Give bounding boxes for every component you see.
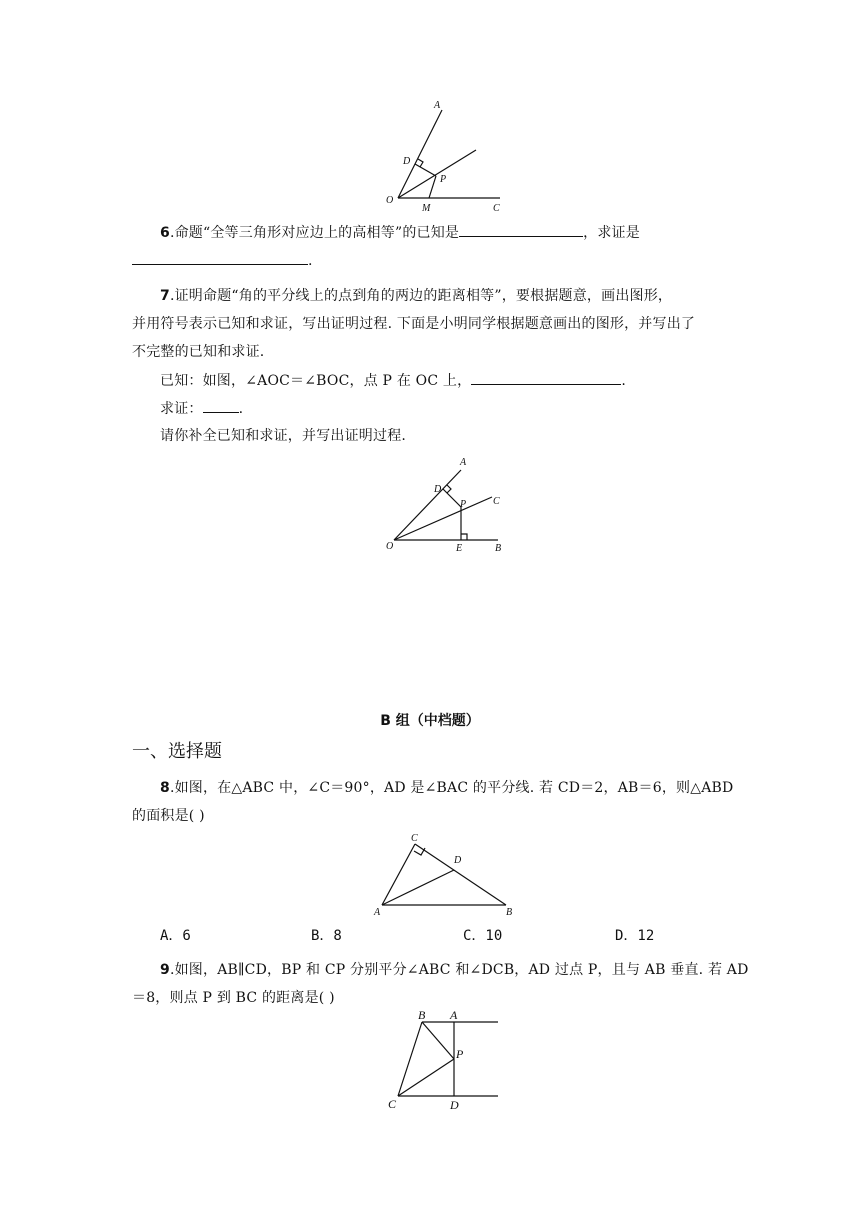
q7-prove-blank[interactable] bbox=[203, 398, 239, 413]
label-a: A bbox=[450, 1008, 458, 1022]
q7-given-end: . bbox=[621, 373, 626, 389]
label-p: P bbox=[456, 1047, 464, 1061]
label-p: P bbox=[440, 174, 447, 185]
label-d: D bbox=[434, 484, 442, 495]
q8-option-c[interactable]: C．10 bbox=[463, 928, 503, 944]
q8-option-a[interactable]: A．6 bbox=[160, 928, 191, 944]
q8-number: 8 bbox=[160, 780, 170, 796]
q6-text-b: ，求证是 bbox=[583, 225, 640, 241]
figure-right-triangle bbox=[370, 830, 520, 920]
q7-line3: 不完整的已知和求证. bbox=[132, 344, 265, 360]
label-c: C bbox=[493, 496, 500, 507]
figure-parallel-lines bbox=[380, 1006, 510, 1116]
label-c: C bbox=[411, 833, 418, 844]
q7-line1-text: .证明命题“角的平分线上的点到角的两边的距离相等”，要根据题意，画出图形， bbox=[169, 288, 673, 304]
q7-given-text: 已知：如图，∠AOC＝∠BOC，点 P 在 OC 上， bbox=[160, 373, 472, 389]
q7-line2: 并用符号表示已知和求证，写出证明过程. 下面是小明同学根据题意画出的图形，并写出了 bbox=[132, 316, 696, 332]
label-e: E bbox=[456, 543, 463, 554]
section-heading: 一、选择题 bbox=[132, 741, 222, 762]
q8-option-b[interactable]: B．8 bbox=[311, 928, 342, 944]
label-a: A bbox=[434, 100, 441, 111]
label-c: C bbox=[493, 203, 500, 214]
label-c: C bbox=[388, 1097, 397, 1111]
label-b: B bbox=[418, 1008, 426, 1022]
q7-number: 7 bbox=[160, 288, 170, 304]
q9-line1 bbox=[160, 960, 749, 980]
q7-given-blank[interactable] bbox=[471, 370, 621, 385]
figure-angle-omc bbox=[380, 98, 510, 214]
q6-text-a: .命题“全等三角形对应边上的高相等”的已知是 bbox=[169, 225, 460, 241]
q6-prove-blank[interactable] bbox=[132, 250, 308, 265]
section-title: B 组（中档题） bbox=[380, 713, 480, 729]
q8-option-d[interactable]: D．12 bbox=[615, 928, 655, 944]
q8-line2: 的面积是( ) bbox=[132, 808, 205, 824]
q7-ask: 请你补全已知和求证，并写出证明过程. bbox=[160, 428, 407, 444]
label-d: D bbox=[450, 1098, 459, 1112]
q7-prove-text: 求证： bbox=[160, 401, 203, 417]
q7-line1 bbox=[160, 286, 672, 306]
label-p: P bbox=[460, 499, 467, 510]
q8-line1-text: .如图，在△ABC 中，∠C＝90°，AD 是∠BAC 的平分线. 若 CD＝2，AB＝6，则△ABD bbox=[169, 780, 734, 796]
q7-prove-end: . bbox=[238, 401, 244, 417]
q7-prove bbox=[160, 398, 243, 419]
label-a: A bbox=[460, 457, 467, 468]
q6-number: 6 bbox=[160, 225, 170, 241]
q8-line1 bbox=[160, 778, 733, 798]
label-d: D bbox=[403, 156, 411, 167]
label-o: O bbox=[386, 541, 394, 552]
q9-line1-text: .如图，AB∥CD，BP 和 CP 分别平分∠ABC 和∠DCB，AD 过点 P，且与 AB 垂直. 若 AD bbox=[169, 962, 749, 978]
q6-end: . bbox=[308, 253, 313, 269]
q7-given bbox=[160, 370, 626, 391]
q6-line2 bbox=[132, 250, 313, 271]
q6-given-blank[interactable] bbox=[459, 222, 583, 237]
q6-line1 bbox=[160, 222, 640, 243]
figure-angle-bisector bbox=[380, 455, 510, 555]
label-m: M bbox=[422, 203, 431, 214]
q9-number: 9 bbox=[160, 962, 170, 978]
label-b: B bbox=[495, 543, 502, 554]
label-a: A bbox=[374, 907, 381, 918]
label-d: D bbox=[454, 855, 462, 866]
label-o: O bbox=[386, 195, 394, 206]
q9-line2: ＝8，则点 P 到 BC 的距离是( ) bbox=[132, 990, 335, 1006]
label-b: B bbox=[506, 907, 513, 918]
